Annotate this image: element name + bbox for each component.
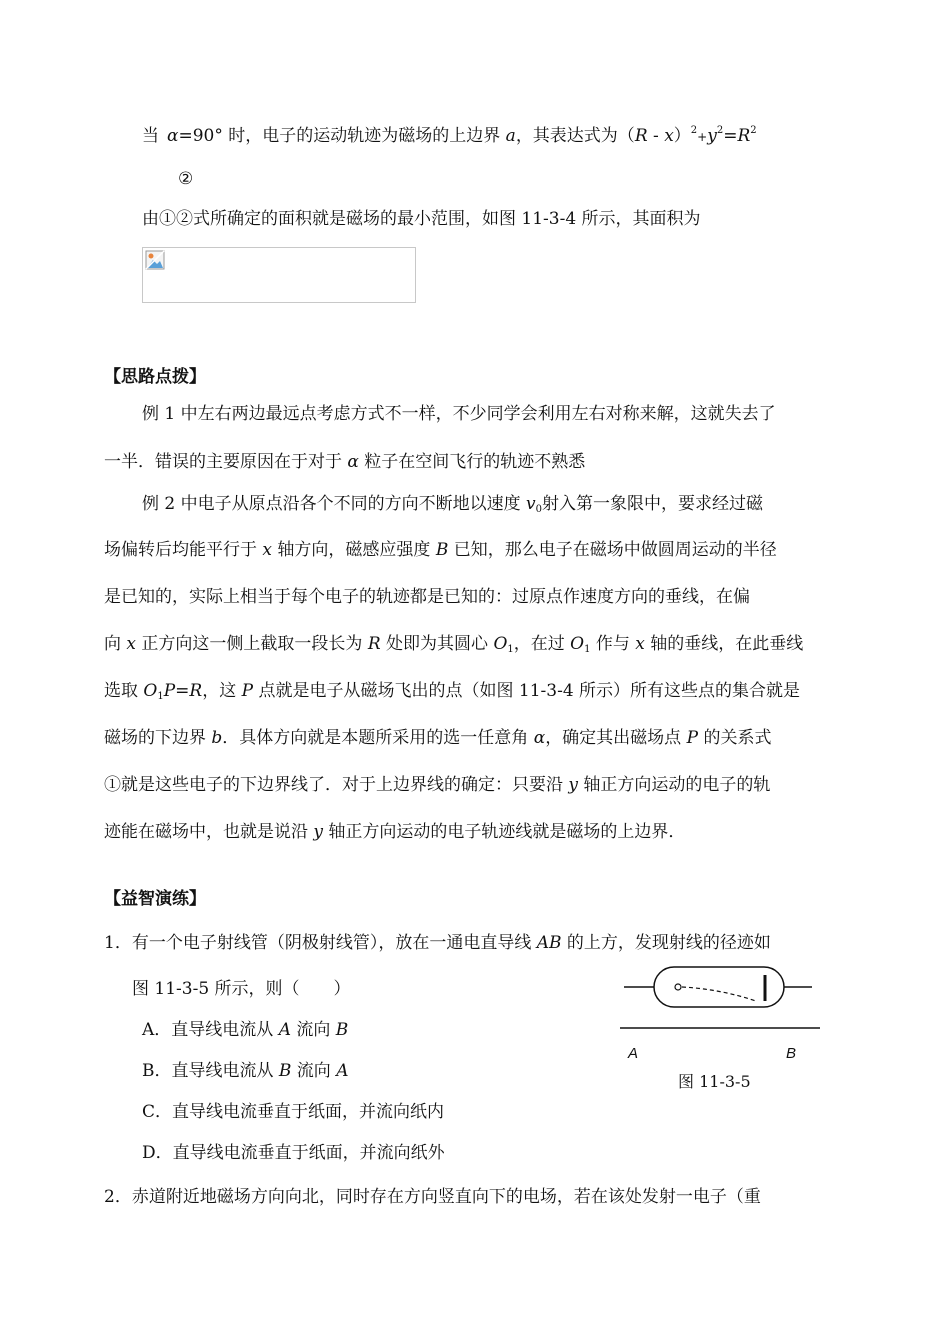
- paragraph-line: 向 x 正方向这一侧上截取一段长为 R 处即为其圆心 $O_1$，在过 $O_1$ 作与 x 轴的垂线，在此垂线: [104, 634, 804, 655]
- paragraph-line: 是已知的，实际上相当于每个电子的轨迹都是已知的：过原点作速度方向的垂线，在偏: [104, 587, 750, 607]
- paragraph-line: 一半．错误的主要原因在于对于 α 粒子在空间飞行的轨迹不熟悉: [104, 452, 586, 472]
- paragraph-line: 选取 $O_1P=R$，这 P 点就是电子从磁场飞出的点（如图 11-3-4 所示）所有这些点的集合就是: [104, 681, 801, 702]
- cathode-dot: [675, 984, 681, 990]
- area-statement: 由①②式所确定的面积就是磁场的最小范围，如图 11-3-4 所示，其面积为: [142, 209, 701, 229]
- option-c: C．直导线电流垂直于纸面，并流向纸内: [142, 1102, 445, 1122]
- paragraph-line: 例 1 中左右两边最远点考虑方式不一样，不少同学会利用左右对称来解，这就失去了: [142, 404, 776, 424]
- missing-image: [142, 247, 416, 303]
- electron-beam-path: [682, 987, 756, 1001]
- cathode-ray-tube-figure: [620, 955, 830, 1095]
- section-heading-hints: 【思路点拨】: [104, 367, 206, 387]
- formula-line: 当 α=90° 时，电子的运动轨迹为磁场的上边界 a，其表达式为$(R - x)^2+y^2=R^2$: [142, 125, 757, 146]
- paragraph-line: 场偏转后均能平行于 x 轴方向，磁感应强度 B 已知，那么电子在磁场中做圆周运动的半径: [104, 540, 777, 560]
- paragraph-line: 迹能在磁场中，也就是说沿 y 轴正方向运动的电子轨迹线就是磁场的上边界．: [104, 822, 686, 842]
- question-2-stem: 2．赤道附近地磁场方向向北，同时存在方向竖直向下的电场，若在该处发射一电子（重: [104, 1187, 761, 1207]
- option-b: B．直导线电流从 B 流向 A: [142, 1061, 349, 1081]
- paragraph-line: 例 2 中电子从原点沿各个不同的方向不断地以速度 $v_0$射入第一象限中，要求经过磁: [142, 494, 764, 515]
- question-1-stem-cont: 图 11-3-5 所示，则（ ）: [132, 979, 351, 999]
- paragraph-line: ①就是这些电子的下边界线了．对于上边界线的确定：只要沿 y 轴正方向运动的电子的轨: [104, 775, 771, 795]
- cathode-ray-tube-diagram: [620, 955, 830, 1045]
- section-heading-practice: 【益智演练】: [104, 889, 206, 909]
- wire-end-b-label: B: [786, 1045, 797, 1062]
- question-1-stem: 1．有一个电子射线管（阴极射线管），放在一通电直导线 AB 的上方，发现射线的径迹如: [104, 933, 771, 953]
- broken-image-icon: [145, 250, 165, 270]
- wire-end-a-label: A: [628, 1045, 639, 1062]
- option-d: D．直导线电流垂直于纸面，并流向纸外: [142, 1143, 445, 1163]
- option-a: A．直导线电流从 A 流向 B: [142, 1020, 349, 1040]
- equation-number: ②: [178, 169, 194, 189]
- figure-caption: 图 11-3-5: [678, 1072, 751, 1091]
- paragraph-line: 磁场的下边界 b．具体方向就是本题所采用的选一任意角 α，确定其出磁场点 P 的关系式: [104, 728, 772, 748]
